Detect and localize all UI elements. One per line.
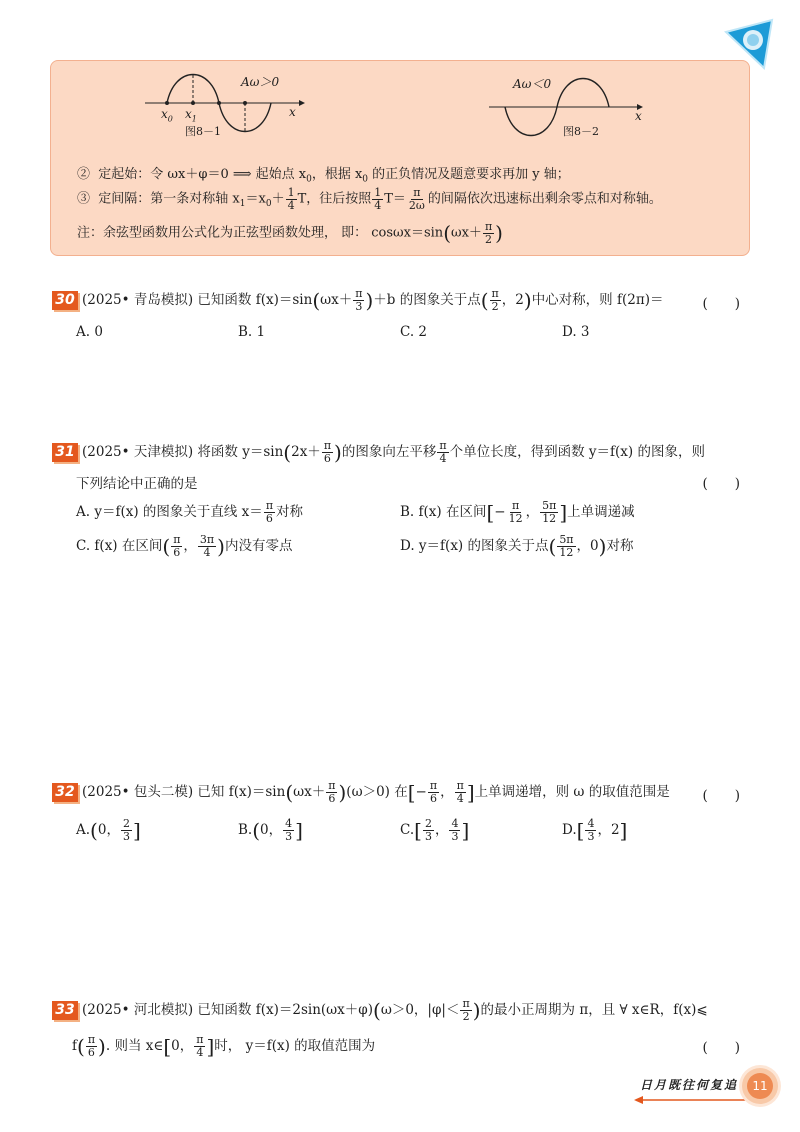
question-32-option-a: A.(0， $\frac{2}{3}$ ] bbox=[76, 817, 141, 843]
question-31-stem-line-2: 下列结论中正确的是 bbox=[76, 476, 198, 492]
figure-8-2-caption: 图8－2 bbox=[563, 125, 599, 138]
question-30-answer-blank: ( ) bbox=[702, 296, 740, 312]
page-number: 11 bbox=[747, 1073, 773, 1099]
footer-arrow-icon bbox=[634, 1094, 750, 1106]
question-31-option-c: C. f(x) 在区间( $\frac{\pi}{6}$ ， $\frac{3\pi}{4}$ )内没有零点 bbox=[76, 533, 293, 559]
question-30-stem: 30 (2025• 青岛模拟) 已知函数 f(x)＝sin(ωx＋ $\frac{\pi}{3}$ )＋b 的图象关于点( $\frac{\pi}{2}$ ，2)中心对称，则 f(2π)＝ bbox=[52, 288, 663, 313]
question-31-option-d: D. y＝f(x) 的图象关于点( $\frac{5\pi}{12}$ ，0)对称 bbox=[400, 533, 634, 559]
question-30-option-b: B. 1 bbox=[238, 324, 266, 340]
figure-8-1-condition: Aω＞0 bbox=[241, 75, 280, 89]
figure-8-2-condition: Aω＜0 bbox=[513, 77, 552, 91]
question-30-option-c: C. 2 bbox=[400, 324, 428, 340]
figure-8-1-x1-label: $x_1$ bbox=[185, 107, 197, 124]
question-32-option-d: D.[ $\frac{4}{3}$ ，2] bbox=[562, 817, 628, 843]
question-30-number: 30 bbox=[52, 291, 78, 310]
question-32-stem: 32 (2025• 包头二模) 已知 f(x)＝sin(ωx＋ $\frac{\pi}{6}$ )(ω＞0) 在[− $\frac{\pi}{6}$ ， $\frac{\pi}{4}$ ]上单调递增，则 ω 的取值范围是 bbox=[52, 780, 670, 805]
figure-8-2-axis-label: x bbox=[635, 109, 642, 123]
question-31-answer-blank: ( ) bbox=[702, 476, 740, 492]
page-number-badge bbox=[742, 1068, 778, 1104]
question-32-number: 32 bbox=[52, 783, 78, 802]
question-33-stem: 33 (2025• 河北模拟) 已知函数 f(x)＝2sin(ωx＋φ)(ω＞0，|φ|＜ $\frac{\pi}{2}$ )的最小正周期为 π，且 ∀ x∈R，f(x)⩽ bbox=[52, 998, 708, 1023]
question-31-option-b: B. f(x) 在区间[− $\frac{\pi}{12}$ ， $\frac{5\pi}{12}$ ]上单调递减 bbox=[400, 499, 635, 525]
question-31-option-a: A. y＝f(x) 的图象关于直线 x＝ $\frac{\pi}{6}$ 对称 bbox=[76, 499, 304, 525]
footer-motto: 日月既往何复追 bbox=[640, 1078, 739, 1092]
note-text: 注：余弦型函数用公式化为正弦型函数处理， 即： cosωx＝sin(ωx＋ $\frac{\pi}{2}$ ) bbox=[77, 220, 503, 246]
question-33-stem-line-2: f( $\frac{\pi}{6}$ ). 则当 x∈[0， $\frac{\pi}{4}$ ]时， y＝f(x) 的取值范围为 bbox=[72, 1033, 376, 1059]
figure-8-1-x0-label: $x_0$ bbox=[161, 107, 173, 124]
question-30-option-d: D. 3 bbox=[562, 324, 590, 340]
question-31-stem: 31 (2025• 天津模拟) 将函数 y＝sin(2x＋ $\frac{\pi}{6}$ )的图象向左平移 $\frac{\pi}{4}$ 个单位长度，得到函数 y＝f(x) 的图象，则 bbox=[52, 440, 705, 465]
question-30-option-a: A. 0 bbox=[76, 324, 103, 340]
question-33-number: 33 bbox=[52, 1001, 78, 1020]
step-2-text: ② 定起始：令 ωx＋φ＝0 ⟹ 起始点 $x_0$，根据 $x_0$ 的正负情况及题意要求再加 y 轴； bbox=[77, 167, 570, 185]
question-32-option-b: B.(0， $\frac{4}{3}$ ] bbox=[238, 817, 303, 843]
question-33-answer-blank: ( ) bbox=[702, 1040, 740, 1056]
figure-8-1-caption: 图8－1 bbox=[185, 125, 221, 138]
question-32-answer-blank: ( ) bbox=[702, 788, 740, 804]
method-box bbox=[50, 60, 750, 256]
step-3-text: ③ 定间隔：第一条对称轴 $x_1=x_0+$ $\frac{1}{4}$ T，往后按照 $\frac{1}{4}$ T＝ $\frac{\pi}{2\omega}$ 的间隔依次迅速标出剩余零点和对称轴。 bbox=[77, 186, 662, 212]
question-32-option-c: C.[ $\frac{2}{3}$ ， $\frac{4}{3}$ ] bbox=[400, 817, 470, 843]
question-31-number: 31 bbox=[52, 443, 78, 462]
figure-8-1-axis-label: x bbox=[289, 105, 296, 119]
